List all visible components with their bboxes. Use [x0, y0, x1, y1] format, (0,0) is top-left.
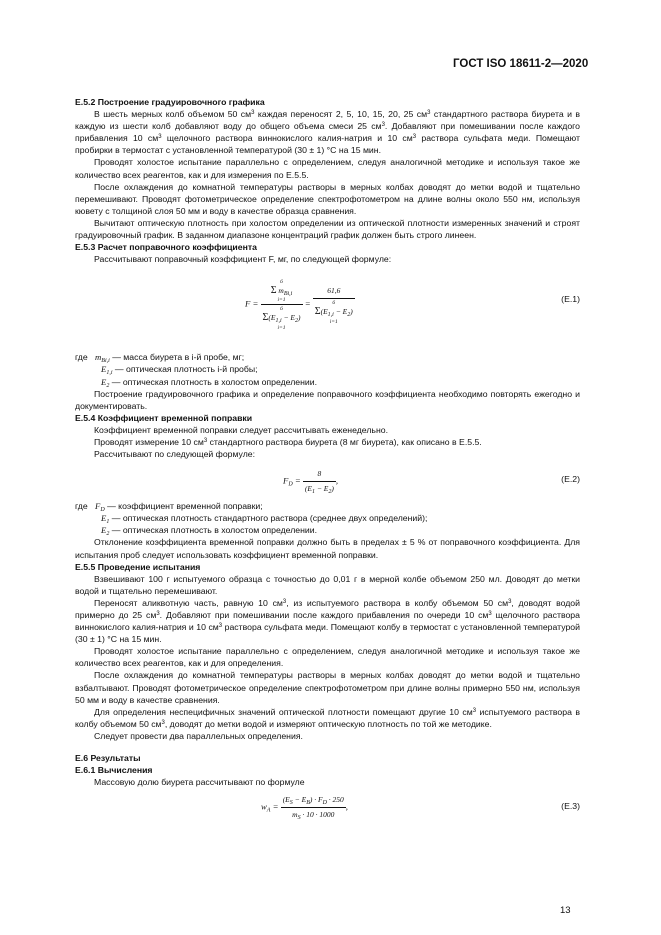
section-e52-paragraph-1: В шесть мерных колб объемом 50 $см^3$ каждая переносят 2, 5, 10, 15, 20, 25 $см^3$ стандартного раствора биурета и в каждую из шести колб добавляют воду до общего объема смеси 25 $см^3$. Добавляют при помешивании после каждого прибавления 10 $см^3$ щелочного раствора виннокислого калия-натрия и 10 $см^3$ раствора сульфата меди. Помещают пробирки в термостат с установленной температурой (30 ± 1) °С на 15 мин. [75, 109, 580, 156]
formula-e1-value: 61,6 [313, 285, 355, 299]
section-e54-paragraph-1: Коэффициент временной поправки следует рассчитывать еженедельно. [94, 424, 388, 435]
formula-e1-number: (E.1) [561, 294, 580, 305]
section-e52-paragraph-4: Вычитают оптическую плотность при холостом определении из оптической плотности измеренных значений и строят градуировочный график. В заданном диапазоне концентраций график должен быть строго линеен. [75, 217, 580, 241]
section-e54-paragraph-3: Рассчитывают по следующей формуле: [94, 449, 256, 460]
page-content [75, 96, 580, 824]
section-e55-paragraph-6: Следует провести два параллельных определения. [94, 730, 303, 741]
section-e61-title: E.6.1 Вычисления [75, 765, 153, 776]
formula-e3-number: (E.3) [561, 801, 580, 812]
formula-e3: $w_A$ = $\frac{(E_S - E_B) \cdot F_D \cdot 250}{m_S \cdot 10 \cdot 1000}$ , (E.3) [261, 795, 580, 822]
section-e55-paragraph-4: После охлаждения до комнатной температуры растворы в мерных колбах доводят до метки водой и тщательно взбалтывают. Проводят фотометрическое определение спектрофотометром при длине волны примерно 550 нм, используя 50 мм и воду в качестве сравнения. [75, 670, 580, 705]
section-e53-title: E.5.3 Расчет поправочного коэффициента [75, 242, 257, 253]
formula-e2-number: (E.2) [561, 474, 580, 485]
page-number: 13 [560, 905, 571, 916]
section-e52-paragraph-2: Проводят холостое испытание параллельно с определением, следуя аналогичной методике и используя такое же количество всех реагентов, как и для измерения по Е.5.5. [75, 157, 580, 180]
section-e55-title: E.5.5 Проведение испытания [75, 561, 201, 572]
section-e53-after: Построение градуировочного графика и определение поправочного коэффициента необходимо повторять ежегодно и документировать. [75, 388, 580, 411]
section-e52-paragraph-3: После охлаждения до комнатной температуры растворы в мерных колбах доводят до метки водой и тщательно перемешивают. Проводят фотометрическое определение спектрофотометром на длине волны около 550 нм, используя кювету с толщиной слоя 50 мм и воду в качестве образца сравнения. [75, 181, 580, 216]
section-e55-paragraph-5: Для определения неспецифичных значений оптической плотности помещают другие 10 $см^3$ испытуемого раствора в колбу объемом 50 $см^3$, доводят до метки водой и измеряют оптическую плотность по той же методике. [75, 706, 580, 729]
section-e54-title: E.5.4 Коэффициент временной поправки [75, 412, 253, 423]
e53-definitions: где $m_{Bi,i}$ — масса биурета в i-й пробе, мг; $E_{1,i}$ — оптическая плотность i-й пробы; $E_2$ — оптическая плотность в холостом определении. [75, 352, 318, 389]
section-e52-title: E.5.2 Построение градуировочного графика [75, 97, 265, 107]
section-e54-paragraph-2: Проводят измерение 10 $см^3$ стандартного раствора биурета (8 мг биурета), как описано в Е.5.5. [94, 436, 482, 447]
document-header: ГОСТ ISO 18611-2—2020 [453, 58, 589, 70]
section-e61-intro: Массовую долю биурета рассчитывают по формуле [94, 777, 305, 788]
section-e55-paragraph-1: Взвешивают 100 г испытуемого образца с точностью до 0,01 г в мерной колбе объемом 250 мл. Доводят до метки водой и тщательно перемешивают. [75, 573, 580, 596]
section-e55-paragraph-3: Проводят холостое испытание параллельно с определением, следуя аналогичной методике и используя такое же количество всех реагентов, как и для определения. [75, 646, 580, 669]
section-e53-intro: Рассчитывают поправочный коэффициент F, мг, по следующей формуле: [94, 254, 392, 265]
section-e6-title: E.6 Результаты [75, 753, 141, 764]
section-e54-after: Отклонение коэффициента временной поправки должно быть в пределах ± 5 % от поправочного коэффициента. Для испытания проб следует использовать коэффициент временной поправки. [75, 537, 580, 560]
formula-e2-value: 8 [303, 468, 336, 482]
e54-definitions: где $F_D$ — коэффициент временной поправки; $E_1$ — оптическая плотность стандартного раствора (среднее двух определений); $E_2$ — оптическая плотность в холостом определении. [75, 501, 428, 538]
formula-e1: F = 6 Σ $m_{Bi,i}$ i=1 6 $\Sigma(E_{1,i} - E_2)$ i=1 = 61,6 6 $\Sigma(E_{1,i} - E_2)$ i=1 (E.1) [245, 279, 580, 331]
formula-e1-lhs: F [245, 298, 251, 309]
section-e55-paragraph-2: Переносят аликвотную часть, равную 10 $см^3$, из испытуемого раствора в колбу объемом 50 $см^3$, доводят водой примерно до 25 $см^3$. Добавляют при помешивании после каждого прибавления по очереди 10 $см^3$ щелочного раствора виннокислого калия-натрия и 10 $см^3$ раствора сульфата меди. Помещают колбу в термостат с установленной температурой (30 ± 1) °С на 15 мин. [75, 597, 580, 645]
formula-e2: $F_D$ = $\frac{8}{(E_1 - E_2)}$ , (E.2) [283, 469, 580, 496]
